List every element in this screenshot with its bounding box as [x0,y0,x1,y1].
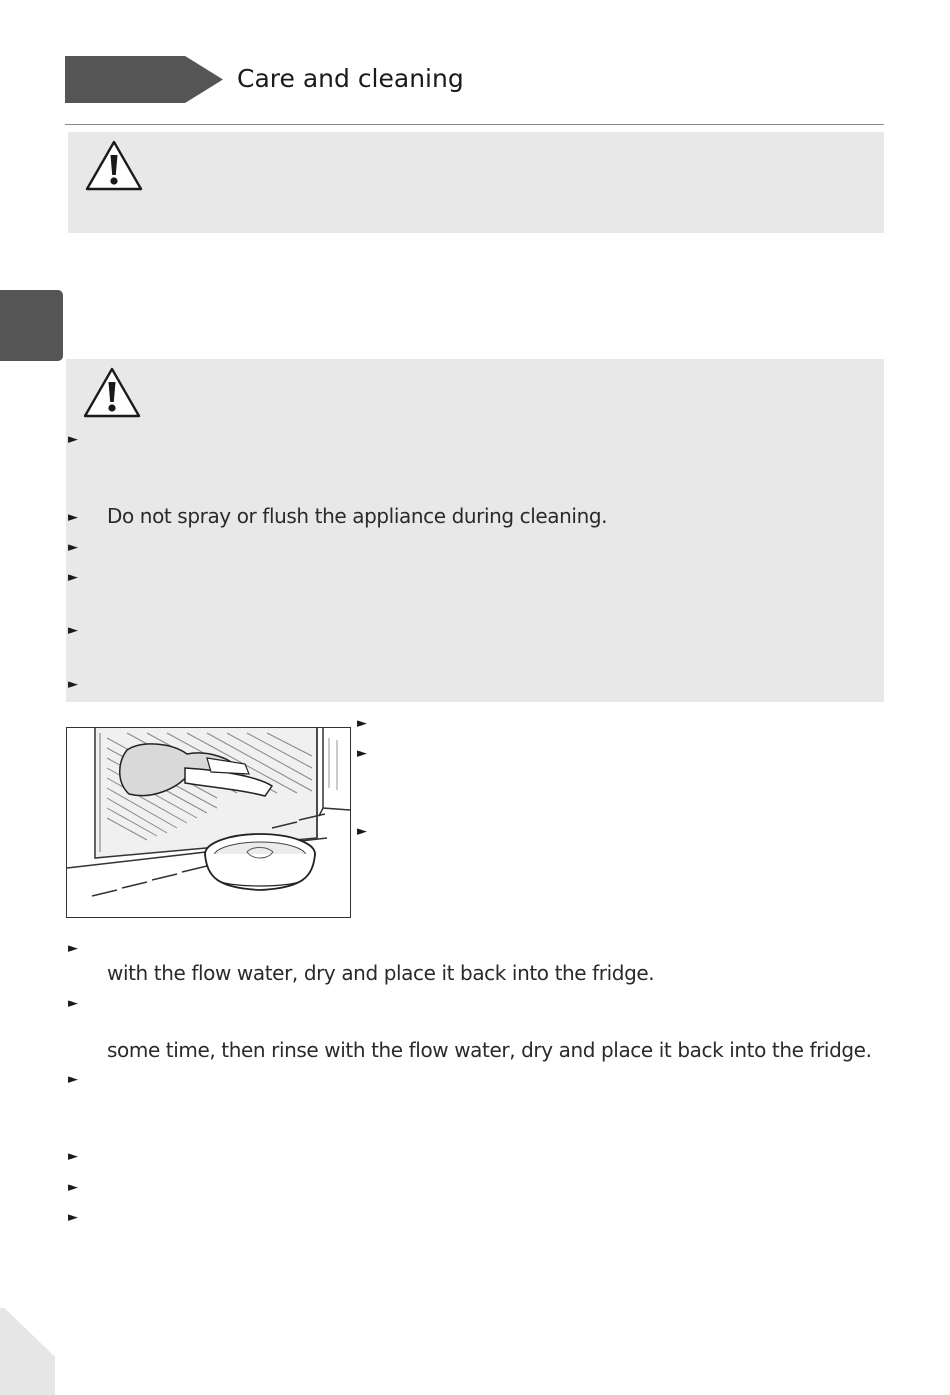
caution-box-2 [66,359,884,702]
bullet-arrow-icon: ► [68,677,78,692]
bullet-arrow-icon: ► [68,540,78,555]
bullet-arrow-icon: ► [68,1180,78,1195]
caution-box-1 [68,132,884,233]
header-divider [65,124,884,125]
bullet-arrow-icon: ► [68,996,78,1011]
section-chevron-marker [65,56,223,103]
bullet-arrow-icon: ► [357,824,367,839]
bullet-arrow-icon: ► [357,716,367,731]
list-item-line: some time, then rinse with the flow water, dry and place it back into the fridge. [107,1038,872,1062]
list-item-line: with the flow water, dry and place it back into the fridge. [107,961,655,985]
bullet-arrow-icon: ► [68,623,78,638]
bullet-arrow-icon: ► [68,432,78,447]
bullet-arrow-icon: ► [68,941,78,956]
page-title: Care and cleaning [237,64,464,93]
warning-triangle-icon [84,139,144,193]
side-section-tab [0,290,63,361]
caution-item: Do not spray or flush the appliance during cleaning. [107,504,608,528]
bullet-arrow-icon: ► [68,1210,78,1225]
bullet-arrow-icon: ► [68,1072,78,1087]
cleaning-illustration [66,727,351,918]
page-corner-decoration [0,1308,55,1395]
bullet-arrow-icon: ► [357,746,367,761]
bullet-arrow-icon: ► [68,570,78,585]
warning-triangle-icon [82,366,142,420]
fridge-cleaning-drawing [67,728,350,917]
bullet-arrow-icon: ► [68,1149,78,1164]
bullet-arrow-icon: ► [68,510,78,525]
